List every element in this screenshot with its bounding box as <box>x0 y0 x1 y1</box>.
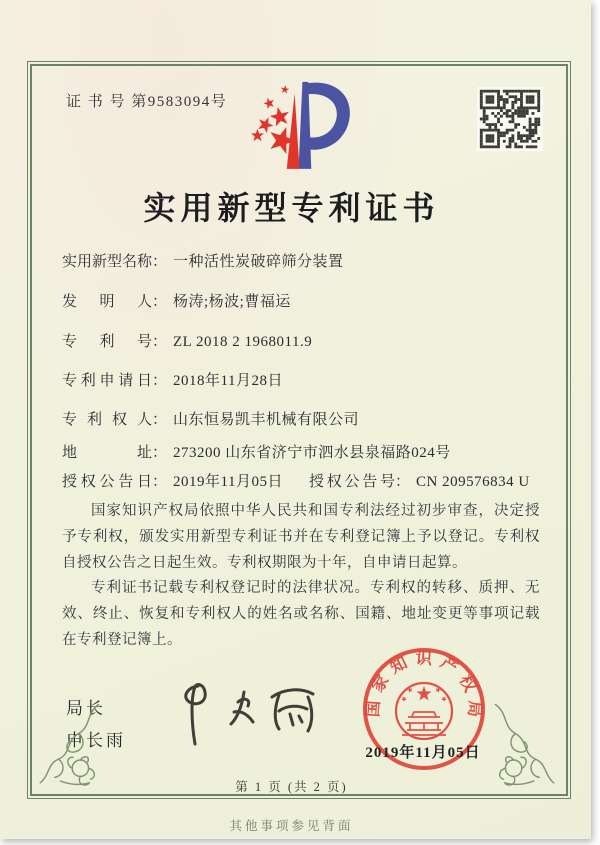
seal-date: 2019年11月05日 <box>365 745 481 761</box>
field-colon: ： <box>152 254 168 270</box>
field-value: 2018年11月28日 <box>173 373 283 389</box>
field-colon: ： <box>152 445 168 461</box>
field-row-filing-date <box>62 369 283 390</box>
director-name: 申长雨 <box>66 731 126 750</box>
corner-ornament-left-icon <box>33 699 115 791</box>
field-label: 实用新型名称 <box>62 254 153 270</box>
legal-paragraph: 专利证书记载专利权登记时的法律状况。专利权的转移、质押、无效、终止、恢复和专利权人的姓名或名称、国籍、地址变更等事项记载在专利登记簿上。 <box>62 580 540 648</box>
field-value: 杨涛;杨波;曹福运 <box>173 294 291 310</box>
certificate-number: 证 书 号 第9583094号 <box>66 94 228 110</box>
field-row-inventors <box>62 290 291 311</box>
field-label: 专利权人 <box>62 412 152 428</box>
field-value: CN 209576834 U <box>415 474 530 490</box>
field-row-address <box>62 441 451 462</box>
cnipa-logo-icon <box>234 74 366 182</box>
back-note: 其他事项参见背面 <box>229 819 354 833</box>
field-colon: ： <box>152 294 168 310</box>
field-label: 专利申请日 <box>62 373 152 389</box>
field-label: 地址 <box>62 445 152 461</box>
field-row-patent-number <box>62 330 312 351</box>
legal-paragraph: 国家知识产权局依照中华人民共和国专利法经过初步审查，决定授予专利权，颁发实用新型专利证书并在专利登记簿上予以登记。专利权自授权公告之日起生效。专利权期限为十年，自申请日起算。 <box>62 503 540 571</box>
field-colon: ： <box>152 412 168 428</box>
field-colon: ： <box>152 334 168 350</box>
field-label: 专利号 <box>62 334 152 350</box>
field-colon: ： <box>152 373 168 389</box>
field-label: 发明人 <box>62 294 152 310</box>
field-colon: ： <box>152 474 168 490</box>
signature-icon <box>158 670 336 754</box>
qr-code-icon <box>477 87 543 151</box>
legal-text <box>62 499 540 654</box>
field-value: 山东恒易凯丰机械有限公司 <box>173 412 360 428</box>
field-row-grant <box>62 470 530 491</box>
field-value: ZL 2018 2 1968011.9 <box>173 334 313 350</box>
page-number: 第 1 页 (共 2 页) <box>235 780 348 794</box>
field-value: 2019年11月05日 <box>173 474 283 490</box>
director-title: 局长 <box>66 699 106 718</box>
field-label: 授权公告日 <box>62 474 152 490</box>
field-value: 273200 山东省济宁市泗水县泉福路024号 <box>173 445 451 461</box>
field-row-patentee <box>62 408 359 429</box>
certificate-title: 实用新型专利证书 <box>143 190 440 226</box>
seal-text: 国家知识产权局 <box>364 649 484 725</box>
field-colon: ： <box>394 474 410 490</box>
corner-ornament-right-icon <box>479 699 561 791</box>
field-label: 授权公告号 <box>308 474 395 490</box>
field-value: 一种活性炭破碎筛分装置 <box>173 254 344 270</box>
field-row-utility-model-name <box>62 250 344 271</box>
